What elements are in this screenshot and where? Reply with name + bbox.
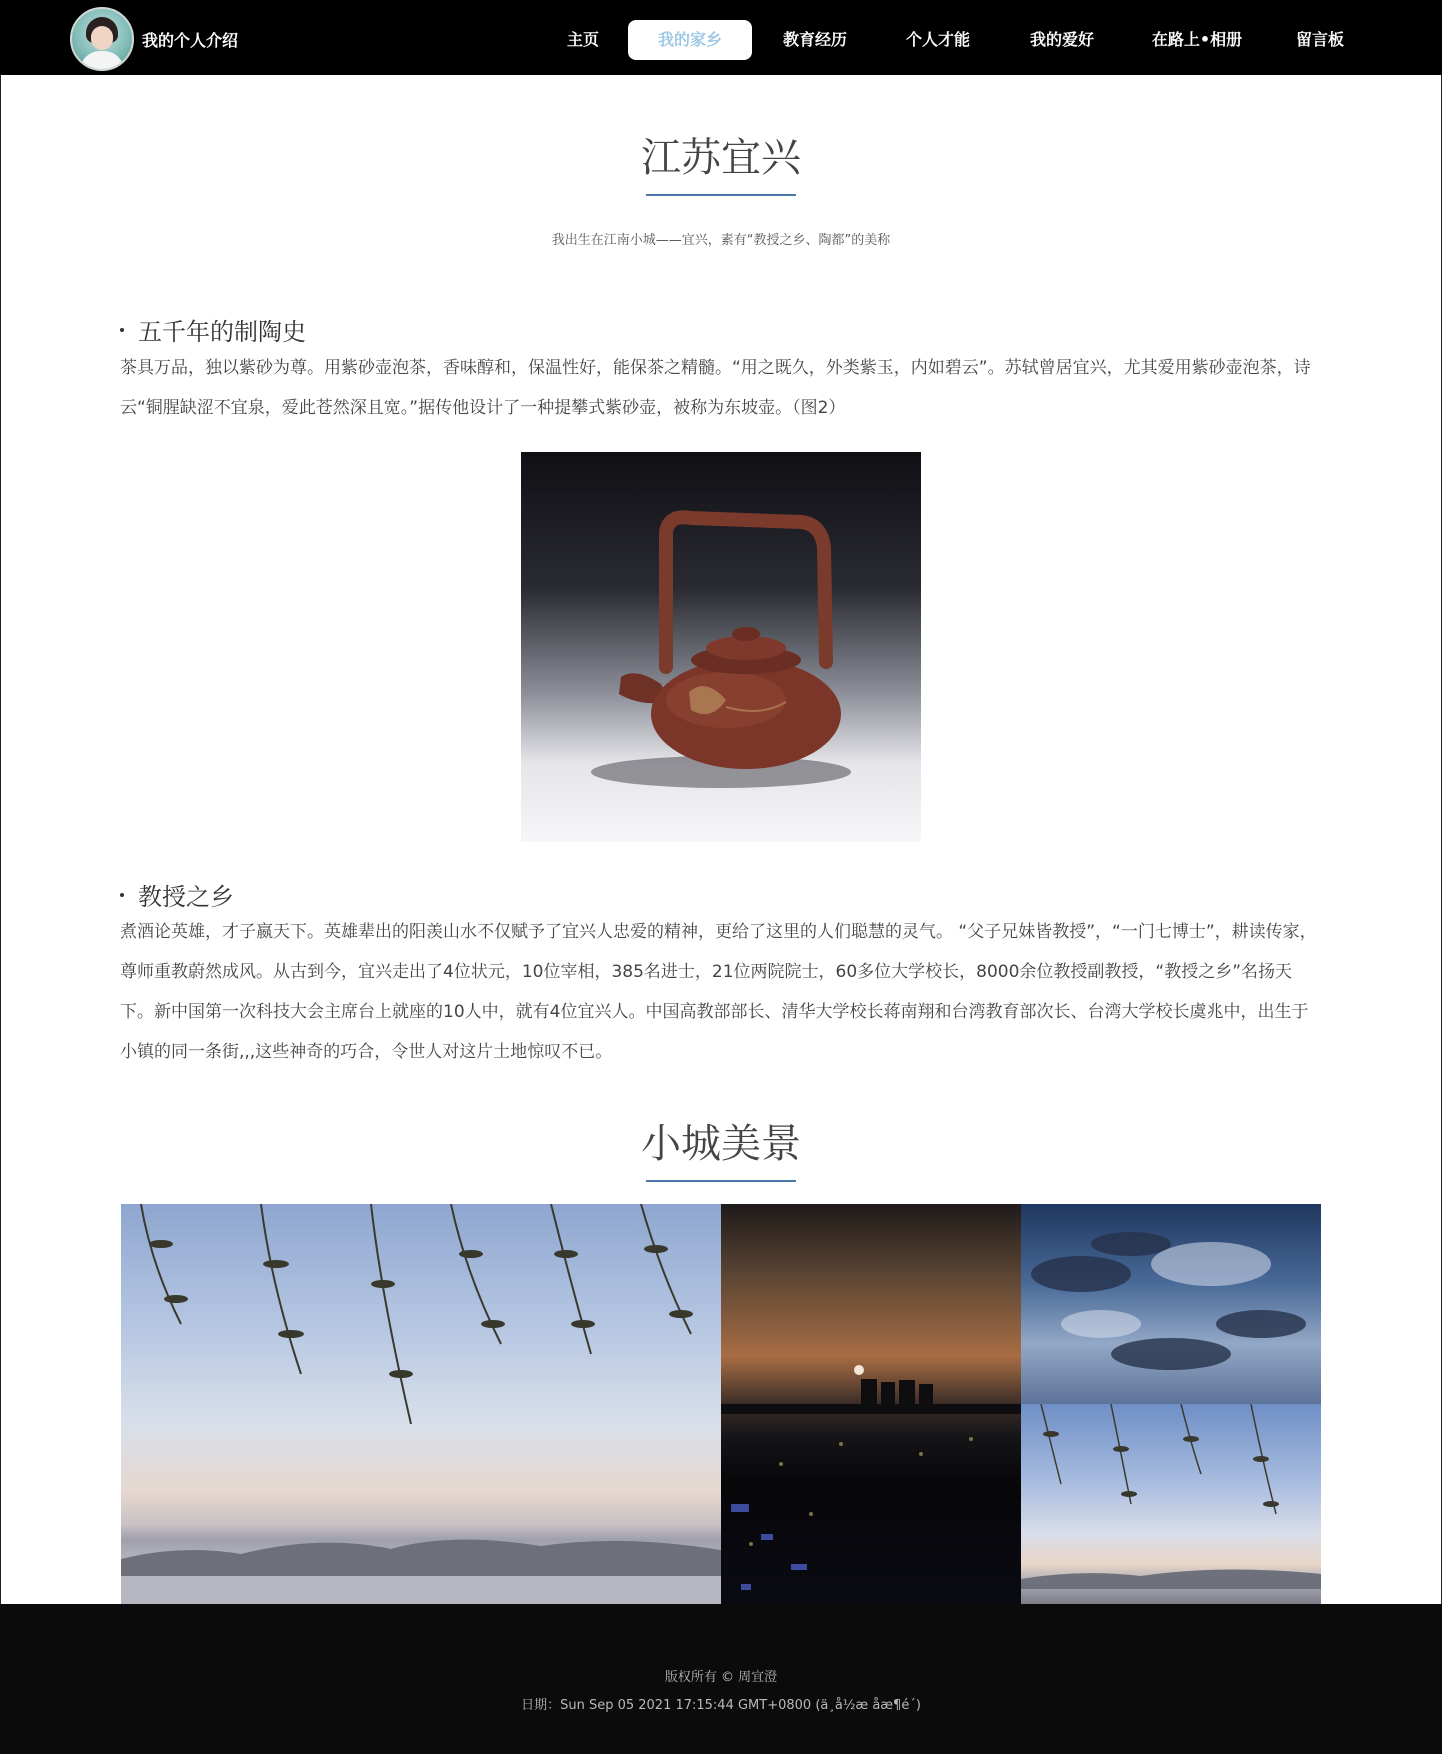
- nav-item-hobbies[interactable]: 我的爱好: [1029, 30, 1094, 49]
- teapot-photo: [521, 452, 921, 842]
- nav-item-home[interactable]: 主页: [566, 30, 599, 49]
- willow-lake-photo[interactable]: [121, 1204, 721, 1604]
- section-heading-pottery: [120, 312, 306, 347]
- nav-item-talents[interactable]: 个人才能: [905, 30, 970, 49]
- hometown-subtitle: 我出生在江南小城——宜兴，素有“教授之乡、陶都”的美称: [551, 233, 891, 248]
- page-border-left: [0, 0, 1, 1754]
- nav-item-education[interactable]: 教育经历: [782, 30, 847, 49]
- city-sunset-photo[interactable]: [721, 1204, 1021, 1604]
- title-underline: [646, 194, 796, 196]
- footer-date: 日期：Sun Sep 05 2021 17:15:44 GMT+0800 (ä¸å½æ åæ¶é´): [521, 1698, 921, 1713]
- nav-item-guestbook[interactable]: 留言板: [1295, 30, 1344, 49]
- footer: [0, 1604, 1442, 1754]
- top-navbar: [0, 0, 1442, 75]
- section-heading-professors: [120, 877, 234, 912]
- scenery-gallery: [121, 1204, 1321, 1604]
- hometown-title: 江苏宜兴: [641, 135, 801, 181]
- nav-item-hometown[interactable]: 我的家乡: [628, 20, 752, 60]
- cloudy-sky-photo[interactable]: [1021, 1204, 1321, 1404]
- brand-title: 我的个人介绍: [142, 30, 239, 50]
- willow-lake-small-photo[interactable]: [1021, 1404, 1321, 1604]
- nav-item-album[interactable]: 在路上•相册: [1151, 30, 1243, 49]
- pottery-paragraph: 茶具万品，独以紫砂为尊。用紫砂壶泡茶，香味醇和，保温性好，能保茶之精髓。“用之既久，外类紫玉，内如碧云”。苏轼曾居宜兴，尤其爱用紫砂壶泡茶，诗云“铜腥缺涩不宜泉，爱此苍然深且宽。”据传他设计了一种提攀式紫砂壶，被称为东坡壶。（图2）: [120, 358, 1311, 418]
- section-heading-text: 教授之乡: [138, 883, 234, 911]
- bullet-dot: [120, 893, 124, 897]
- scenery-title: 小城美景: [641, 1121, 801, 1167]
- teapot-illustration: [521, 452, 921, 842]
- footer-copyright: 版权所有 © 周宜澄: [664, 1670, 778, 1685]
- section-heading-text: 五千年的制陶史: [138, 318, 306, 346]
- title-underline: [646, 1180, 796, 1182]
- professors-paragraph: 煮酒论英雄，才子嬴天下。英雄辈出的阳羡山水不仅赋予了宜兴人忠爱的精神，更给了这里的人们聪慧的灵气。 “父子兄妹皆教授”，“一门七博士”，耕读传家，尊师重教蔚然成风。从古到今，宜兴走出了4位状元，10位宰相，385名进士，21位两院院士，60多位大学校长，8000余位教授副教授，“教授之乡”名扬天下。新中国第一次科技大会主席台上就座的10人中，就有4位宜兴人。中国高教部部长、清华大学校长蒋南翔和台湾教育部次长、台湾大学校长虞兆中，出生于小镇的同一条街,,,这些神奇的巧合，令世人对这片土地惊叹不已。: [120, 922, 1317, 1062]
- nav-menu: [0, 20, 1442, 60]
- bullet-dot: [120, 328, 124, 332]
